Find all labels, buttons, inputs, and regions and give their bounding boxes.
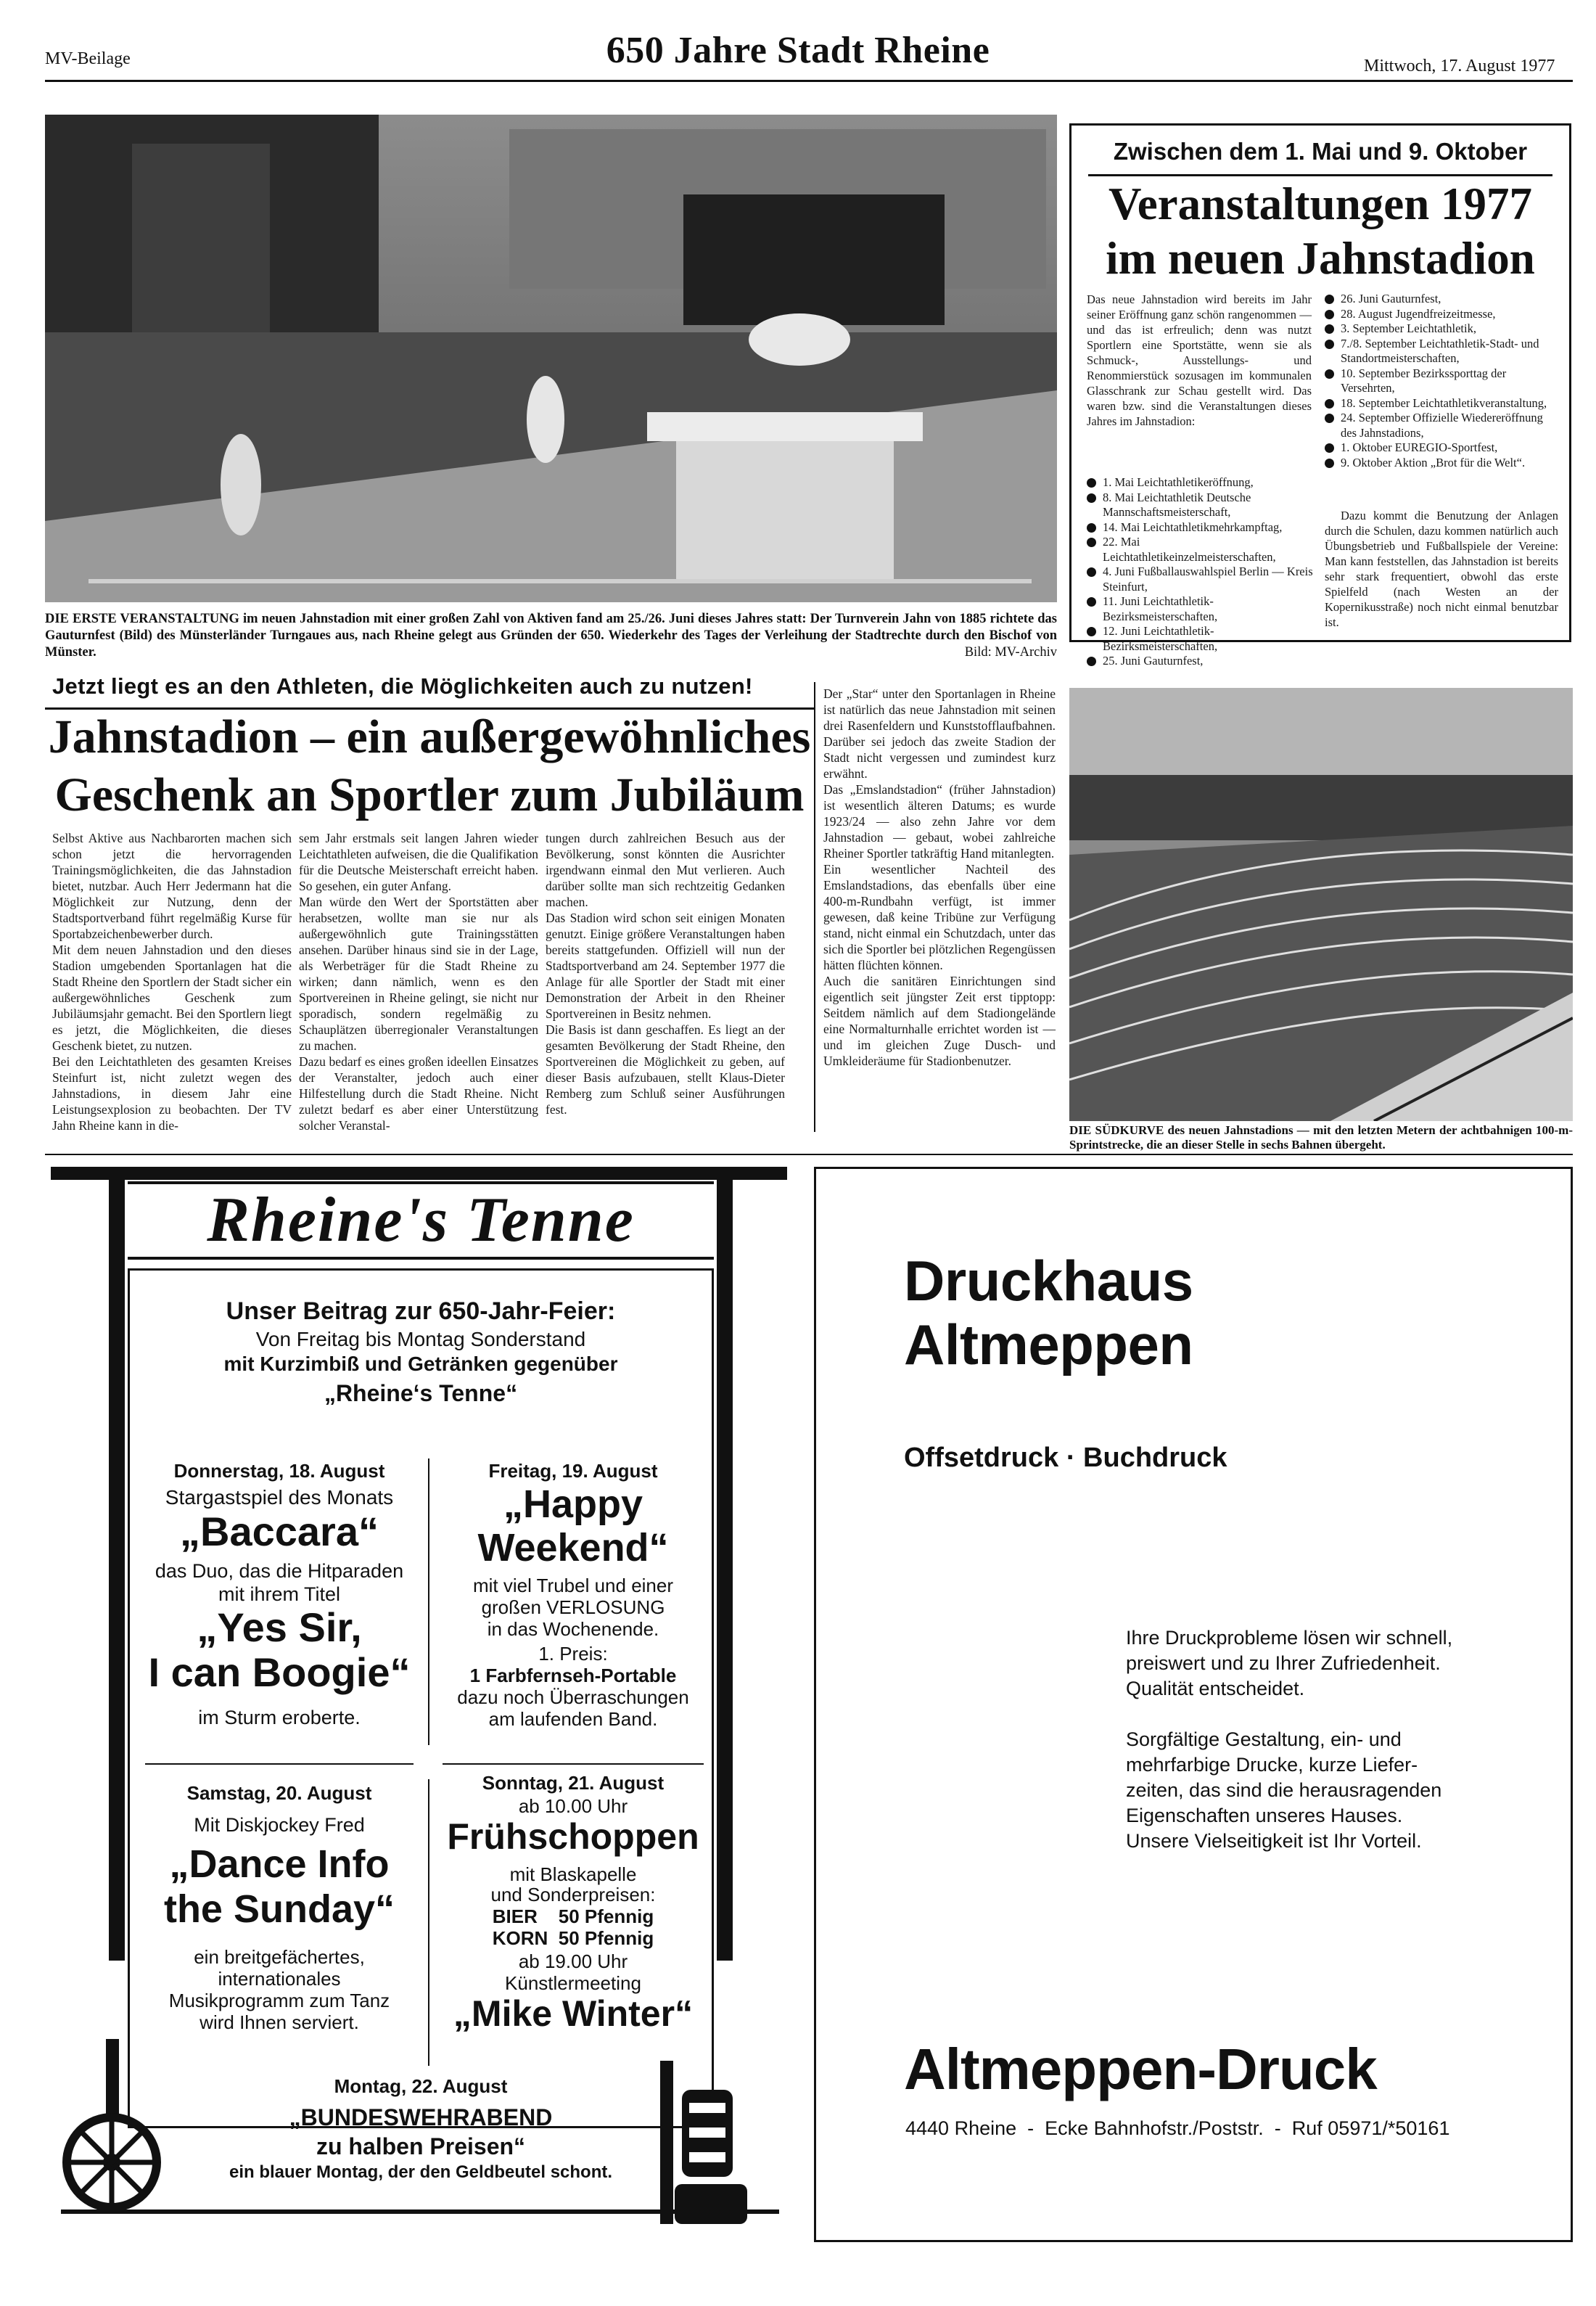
monday-line-2: zu halben Preisen“ <box>316 2133 526 2159</box>
druck-services: Offsetdruck · Buchdruck <box>904 1443 1227 1473</box>
top-photo-caption-text: DIE ERSTE VERANSTALTUNG im neuen Jahnstadion mit einer großen Zahl von Aktiven fand am 25./26. Juni dieses Jahres statt: Der Turnverein Jahn von 1885 richtete das Gauturnfest (Bild) des Münsterländer Turngaues aus, nach Rheine gelegt aus Gründen der 650. Wiederkehr des Tages der Verleihung der Stadtrechte durch den Bischof von Münster. <box>45 612 1057 660</box>
article-column-1: Selbst Aktive aus Nachbarorten machen sich schon jetzt die hervorragenden Trainingsmöglichkeiten, die das Jahnstadion bietet, nutzbar. Auch Herr Jedermann hat die Möglichkeit zur Nutzung, denn der Stadtsportverband führt regelmäßig Kurse für Sportabzeichenbewerber durch. Mit dem neuen Jahnstadion und den dieses Stadion umgebenden Sportanlagen hat die Stadt Rheine den Sportlern der Stadt sicher ein außergewöhnliches Geschenk zum Jubiläumsjahr gemacht. Bei den Sportlern liegt es jetzt, die Möglichkeiten, die dieses Geschenk bietet, zu nutzen. Bei den Leichtathleten des gesamten Kreises Steinfurt ist, nicht zuletzt wegen des Jahnstadions, in diesem Jahr eine Leistungsexplosion zu beobachten. Der TV Jahn Rheine kann in die- <box>52 831 292 1133</box>
top-photo-credit: Bild: MV-Archiv <box>964 645 1057 660</box>
list-item: 14. Mai Leichtathletikmehrkampftag, <box>1087 520 1315 536</box>
section-label: MV-Beilage <box>45 49 131 68</box>
druck-name-2: Altmeppen <box>904 1313 1193 1376</box>
tenne-line-3: „Rheine‘s Tenne“ <box>324 1380 518 1406</box>
monday-day: Montag, 22. August <box>334 2075 508 2097</box>
events-list-right <box>1325 292 1558 470</box>
saturday-line-1: ein breitgefächertes, <box>194 1946 365 1968</box>
sunday-act: Frühschoppen <box>447 1816 699 1857</box>
events-list-left <box>1087 475 1315 669</box>
friday-line-3: in das Wochenende. <box>487 1618 659 1640</box>
tenne-ground <box>61 2209 779 2214</box>
bullet-icon <box>1087 493 1096 503</box>
saturday-line-3: Musikprogramm zum Tanz <box>168 1990 390 2011</box>
bullet-icon <box>1325 295 1334 304</box>
top-photo-caption <box>45 611 1057 661</box>
bullet-icon <box>1325 399 1334 409</box>
saturday-act-2: the Sunday“ <box>163 1887 395 1931</box>
bullet-icon <box>1087 597 1096 607</box>
tenne-grid-h3 <box>443 1763 704 1765</box>
tenne-post-right <box>717 1170 733 1961</box>
bullet-icon <box>1325 324 1334 334</box>
bullet-icon <box>1087 657 1096 666</box>
friday-act-1: „Happy <box>503 1482 643 1526</box>
druck-paragraph-1: Ihre Druckprobleme lösen wir schnell, preiswert und zu Ihrer Zufriedenheit. Qualität entscheidet. <box>1126 1627 1453 1699</box>
tenne-logo: Rheine's Tenne <box>207 1185 635 1255</box>
list-item: 11. Juni Leichtathletik-Bezirksmeisterschaften, <box>1087 594 1315 624</box>
thursday-song-1: „Yes Sir, <box>197 1604 362 1650</box>
bullet-icon <box>1325 340 1334 349</box>
right-photo-caption: DIE SÜDKURVE des neuen Jahnstadions — mit den letzten Metern der achtbahnigen 100-m-Sprintstrecke, die an dieser Stelle in sechs Bahnen übergeht. <box>1069 1123 1573 1152</box>
list-item: 12. Juni Leichtathletik-Bezirksmeisterschaften, <box>1087 624 1315 654</box>
thursday-tail: im Sturm eroberte. <box>198 1707 361 1728</box>
article-headline-2: Geschenk an Sportler zum Jubiläum <box>54 768 805 821</box>
bullet-icon <box>1087 538 1096 547</box>
list-item: 3. September Leichtathletik, <box>1325 321 1558 337</box>
stadium-curve-photo-art <box>1069 688 1573 1121</box>
sunday-line-5: ab 19.00 Uhr <box>518 1950 628 1972</box>
thursday-sub: Stargastspiel des Monats <box>165 1486 394 1509</box>
bullet-icon <box>1325 414 1334 423</box>
masthead-rule <box>45 80 1573 82</box>
bullet-icon <box>1087 567 1096 577</box>
bullet-icon <box>1087 478 1096 488</box>
events-kicker-rule <box>1088 174 1552 176</box>
list-item: 25. Juni Gauturnfest, <box>1087 654 1315 669</box>
tenne-grid-h1 <box>428 1458 429 1745</box>
saturday-line-4: wird Ihnen serviert. <box>200 2011 359 2033</box>
tenne-grid-v2 <box>428 1779 429 2066</box>
list-item: 24. September Offizielle Wiedereröffnung des Jahnstadions, <box>1325 411 1558 440</box>
bullet-icon <box>1325 310 1334 319</box>
list-item: 10. September Bezirkssporttag der Versehrten, <box>1325 366 1558 396</box>
tenne-lead: Unser Beitrag zur 650-Jahr-Feier: <box>226 1297 616 1325</box>
article-column-3: tungen durch zahlreichen Besuch aus der Bevölkerung, sonst könnten die Ausrichter irgendwann einmal den Mut verlieren. Auch darüber sollte man sich rechtzeitig Gedanken machen. Das Stadion wird schon seit einigen Monaten genutzt. Einige größere Veranstaltungen haben bereits stattgefunden. Offiziell will nun der Stadtsportverband am 24. September 1977 die Anlage für alle Sportler der Stadt mit einer Demonstration der Arbeit in den Rheiner Sportvereinen in Besitz nehmen. Die Basis ist dann geschaffen. Es liegt an der gesamten Bevölkerung der Stadt Rheine, den Sportvereinen die Möglichkeit zu geben, auf dieser Basis aufzubauen, stellt Klaus-Dieter Remberg zum Schluß seiner Ausführungen fest. <box>546 831 785 1117</box>
list-item: 4. Juni Fußballauswahlspiel Berlin — Kreis Steinfurt, <box>1087 565 1315 594</box>
druck-brand: Altmeppen-Druck <box>904 2037 1377 2101</box>
sunday-act-2: „Mike Winter“ <box>453 1993 694 2034</box>
friday-day: Freitag, 19. August <box>488 1460 658 1482</box>
tenne-beam <box>51 1167 787 1180</box>
thursday-desc-1: das Duo, das die Hitparaden <box>155 1560 404 1582</box>
friday-act-2: Weekend“ <box>477 1526 669 1570</box>
sunday-line-1: mit Blaskapelle <box>509 1863 637 1885</box>
events-headline-1: Veranstaltungen 1977 <box>1108 179 1532 229</box>
monday-line-3: ein blauer Montag, der den Geldbeutel schont. <box>229 2162 613 2182</box>
list-item: 26. Juni Gauturnfest, <box>1325 292 1558 307</box>
druck-name-1: Druckhaus <box>904 1249 1193 1313</box>
sunday-line-3: BIER 50 Pfennig <box>492 1905 654 1927</box>
column-divider <box>814 682 815 1132</box>
bullet-icon <box>1325 369 1334 379</box>
page-divider <box>45 1154 1573 1155</box>
friday-line-7: am laufenden Band. <box>488 1708 658 1730</box>
events-kicker: Zwischen dem 1. Mai und 9. Oktober <box>1113 138 1528 165</box>
thursday-act: „Baccara“ <box>180 1509 379 1554</box>
sunday-line-4: KORN 50 Pfennig <box>492 1927 654 1949</box>
tenne-line-1: Von Freitag bis Montag Sonderstand <box>255 1328 586 1350</box>
list-item: 8. Mai Leichtathletik Deutsche Mannschaftsmeisterschaft, <box>1087 491 1315 520</box>
sunday-line-6: Künstlermeeting <box>505 1972 641 1994</box>
saturday-line-2: internationales <box>218 1968 341 1990</box>
friday-line-2: großen VERLOSUNG <box>481 1596 665 1618</box>
tenne-grid-h2 <box>145 1763 414 1765</box>
list-item: 22. Mai Leichtathletikeinzelmeisterschaften, <box>1087 535 1315 565</box>
friday-line-4: 1. Preis: <box>538 1643 608 1665</box>
sunday-line-2: und Sonderpreisen: <box>490 1884 656 1905</box>
bullet-icon <box>1325 459 1334 468</box>
issue-date: Mittwoch, 17. August 1977 <box>1364 57 1555 75</box>
saturday-day: Samstag, 20. August <box>186 1782 372 1804</box>
gymnastics-photo-art <box>45 115 1057 602</box>
saturday-sub: Mit Diskjockey Fred <box>194 1814 365 1836</box>
list-item: 9. Oktober Aktion „Brot für die Welt“. <box>1325 456 1558 471</box>
friday-line-6: dazu noch Überraschungen <box>457 1686 689 1708</box>
lantern-barrel-icon <box>646 2061 754 2224</box>
sunday-day: Sonntag, 21. August <box>482 1772 665 1794</box>
gymnastics-photo <box>45 115 1057 602</box>
events-headline-2: im neuen Jahnstadion <box>1106 233 1535 284</box>
list-item: 18. September Leichtathletikveranstaltung, <box>1325 396 1558 411</box>
list-item: 1. Oktober EUREGIO-Sportfest, <box>1325 440 1558 456</box>
list-item: 1. Mai Leichtathletikeröffnung, <box>1087 475 1315 491</box>
article-kicker: Jetzt liegt es an den Athleten, die Möglichkeiten auch zu nutzen! <box>52 673 753 699</box>
events-intro: Das neue Jahnstadion wird bereits im Jahr seiner Eröffnung ganz schön rangenommen — und das ist erfreulich; denn was nutzt Sportlern eine Sportstätte, wenn sie als Schmuck-, Ausstellungs- und Renommierstück sozusagen im kommunalen Glasschrank zur Schau gestellt wird. Das waren bzw. sind die Veranstaltungen dieses Jahres im Jahnstadion: <box>1087 292 1312 428</box>
events-outro: Dazu kommt die Benutzung der Anlagen durch die Schulen, dazu kommen natürlich auch Übungsbetrieb und Fußballspiele der Vereine: Man kann feststellen, das Jahnstadion ist bereits sehr stark frequentiert, obwohl das erste Spielfeld (nach Westen an der Kopernikusstraße) noch nicht einmal benutzbar ist. <box>1325 509 1558 629</box>
thursday-day: Donnerstag, 18. August <box>173 1460 385 1482</box>
wagon-wheel-icon <box>61 2039 170 2213</box>
saturday-act-1: „Dance Info <box>169 1842 390 1886</box>
druck-address: 4440 Rheine - Ecke Bahnhofstr./Poststr. - Ruf 05971/*50161 <box>905 2117 1450 2139</box>
tenne-post-left <box>109 1170 125 1961</box>
druck-paragraph-2: Sorgfältige Gestaltung, ein- und mehrfarbige Drucke, kurze Liefer- zeiten, das sind die herausragenden Eigenschaften unseres Hauses. Unsere Vielseitigkeit ist Ihr Vorteil. <box>1126 1728 1442 1852</box>
article-headline-1: Jahnstadion – ein außergewöhnliches <box>48 710 811 763</box>
page-title: 650 Jahre Stadt Rheine <box>606 30 990 71</box>
bullet-icon <box>1087 523 1096 533</box>
article-column-2: sem Jahr erstmals seit langen Jahren wieder Leichtathleten aufweisen, die die Qualifikation für die Deutsche Meisterschaft erreicht haben. So gesehen, ein guter Anfang. Man würde den Wert der Sportstätten aber herabsetzen, wollte man sie nur als außergewöhnlich gute Trainingsstätten ansehen. Darüber hinaus sind sie in der Lage, als Werbeträger für die Stadt Rheine zu wirken; dann nämlich, wenn es den Sportvereinen in Rheine gelingt, sie nicht nur sporadisch, sondern regelmäßig zu Schauplätzen überregionaler Veranstaltungen zu machen. Dazu bedarf es eines großen ideellen Einsatzes der Veranstalter, jedoch auch einer Hilfestellung durch die Stadt Rheine. Nicht zuletzt bedarf es aber einer Unterstützung solcher Veranstal- <box>299 831 538 1133</box>
tenne-line-2: mit Kurzimbiß und Getränken gegenüber <box>223 1353 618 1375</box>
thursday-desc-2: mit ihrem Titel <box>218 1583 341 1605</box>
list-item: 28. August Jugendfreizeitmesse, <box>1325 307 1558 322</box>
thursday-song-2: I can Boogie“ <box>148 1649 411 1695</box>
friday-line-5: 1 Farbfernseh-Portable <box>469 1665 677 1686</box>
friday-line-1: mit viel Trubel und einer <box>472 1575 674 1596</box>
sunday-time: ab 10.00 Uhr <box>518 1795 628 1817</box>
bullet-icon <box>1325 443 1334 453</box>
article-column-4: Der „Star“ unter den Sportanlagen in Rheine ist natürlich das neue Jahnstadion mit seinen drei Rasenfeldern und Kunststofflaufbahnen. Darüber sei jedoch das zweite Stadion der Stadt nicht vergessen und zumindest kurz erwähnt. Das „Emslandstadion“ (früher Jahnstadion) ist wesentlich älteren Datums; es wurde 1923/24 — also zehn Jahre vor dem Jahnstadion — gebaut, wobei zahlreiche Rheiner Sportler tatkräftig Hand mitanlegten. Ein wesentlicher Nachteil des Emslandstadions, das ebenfalls über eine 400-m-Rundbahn verfügt, ist immer gewesen, daß keine Tribüne zur Verfügung stand, nicht einmal ein Schutzdach, unter das sich die Sportler bei plötzlichen Regengüssen hätten flüchten können. Auch die sanitären Einrichtungen sind eigentlich seit jüngster Zeit erst tipptopp: Seitdem nämlich auf dem Stadiongelände eine Normalturnhalle errichtet worden ist — und im gleichen Zuge Dusch- und Umkleideräume für Stadionbenutzer. <box>823 686 1056 1068</box>
list-item: 7./8. September Leichtathletik-Stadt- und Standortmeisterschaften, <box>1325 337 1558 366</box>
stadium-curve-photo <box>1069 688 1573 1121</box>
bullet-icon <box>1087 627 1096 636</box>
monday-line-1: „BUNDESWEHRABEND <box>289 2104 553 2130</box>
